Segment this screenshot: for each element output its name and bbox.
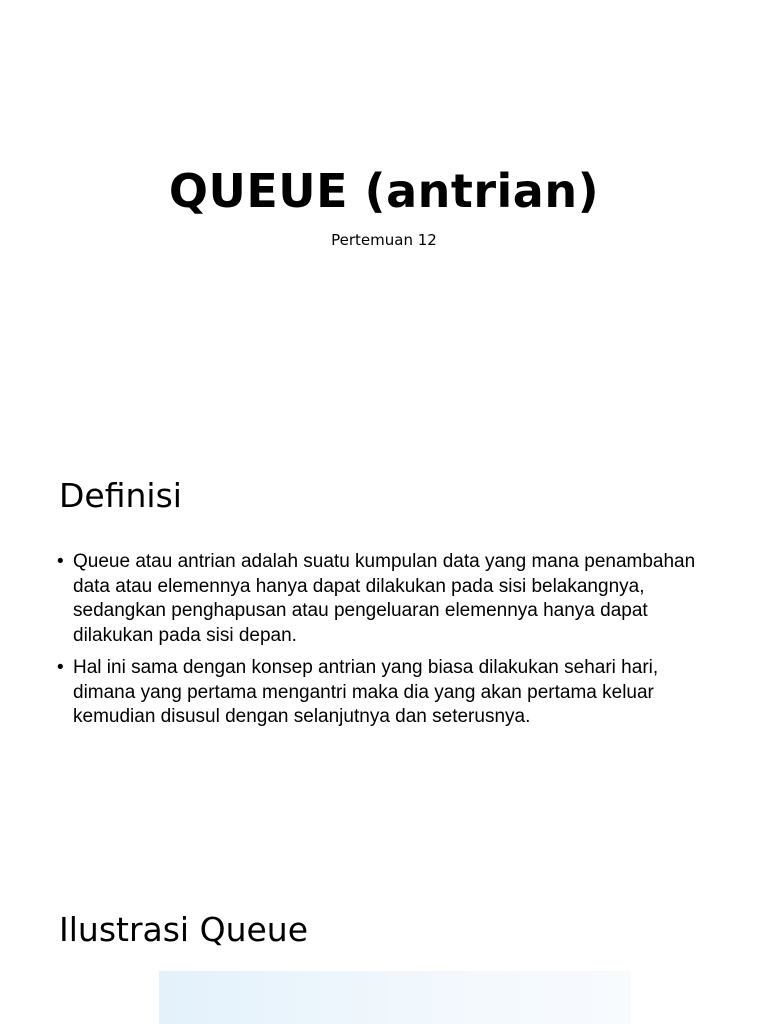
queue-illustration-image (159, 971, 631, 1024)
definition-heading: Definisi (59, 476, 182, 515)
bullet-item (57, 656, 707, 730)
illustration-slide (0, 870, 768, 1024)
bullet-item (57, 550, 707, 648)
bullet-dot-icon: • (57, 551, 64, 572)
illustration-heading: Ilustrasi Queue (59, 910, 308, 949)
definition-slide (0, 430, 768, 870)
slide-title: QUEUE (antrian) (168, 164, 600, 218)
bullet-text: Queue atau antrian adalah suatu kumpulan data yang mana penambahan data atau elemennya hanya dapat dilakukan pada sisi belakangnya, sedangkan penghapusan atau pengeluaran elemennya hanya dapat dilakukan pada sisi depan. (73, 551, 696, 646)
definition-bullet-list (57, 550, 707, 738)
title-slide (0, 0, 768, 430)
bullet-dot-icon: • (57, 657, 64, 678)
slide-subtitle: Pertemuan 12 (331, 231, 437, 249)
bullet-text: Hal ini sama dengan konsep antrian yang biasa dilakukan sehari hari, dimana yang pertama mengantri maka dia yang akan pertama keluar kemudian disusul dengan selanjutnya dan seterusnya. (73, 657, 659, 727)
